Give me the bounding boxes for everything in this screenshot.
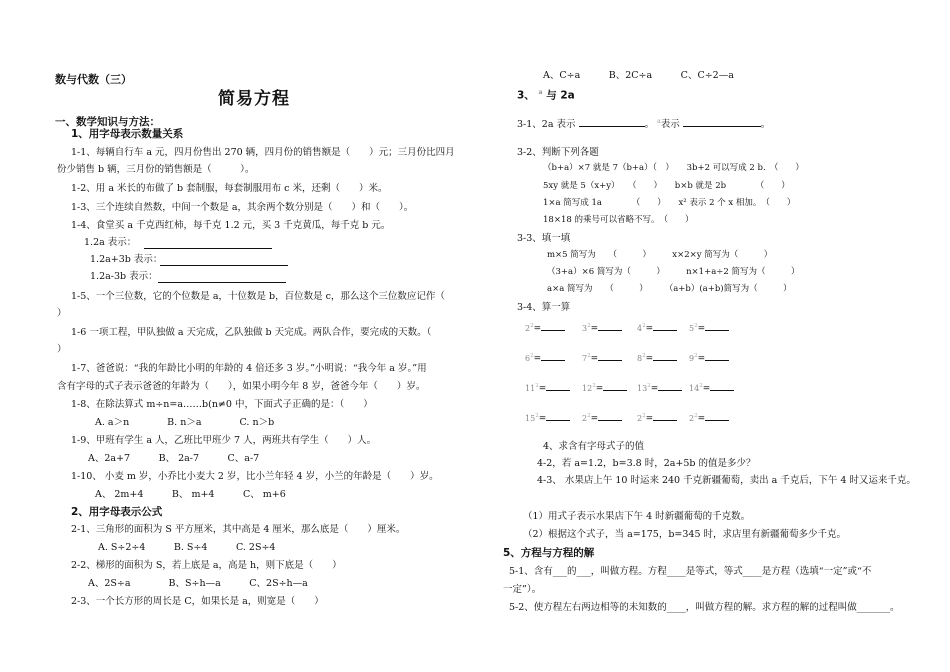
- question-5-1-cont: 一定”）。: [503, 584, 542, 595]
- question-1-4-item2: [90, 253, 162, 266]
- question-1-5-cont: ）: [57, 308, 67, 319]
- square-item: [637, 352, 677, 364]
- square-base: 8: [637, 354, 643, 363]
- square-exponent: 2: [642, 353, 646, 359]
- header: 数与代数（三）: [55, 73, 132, 86]
- square-item: [582, 352, 622, 364]
- square-exponent: 2: [642, 323, 646, 329]
- equals-sign: =: [533, 354, 542, 364]
- question-1-5: 1-5、一个三位数，它的个位数是 a，十位数是 b，百位数是 c，那么这个三位数应记作（: [71, 291, 445, 302]
- square-exponent: 2: [587, 413, 591, 419]
- question-1-8: 1-8、在除法算式 m÷n=a……b(n≠0 中，下面式子正确的是：（ ）: [71, 399, 373, 410]
- question-4-2: 4-2，若 a=1.2，b=3.8 时，2a+5b 的值是多少？: [537, 458, 756, 469]
- question-3-1: 3-1、2a 表示 。 $^a$表示 。: [517, 118, 771, 131]
- answer-line[interactable]: [653, 352, 677, 361]
- item1-label: 1.2a 表示：: [84, 237, 137, 248]
- square-item: [689, 382, 734, 394]
- answer-line[interactable]: [705, 322, 729, 331]
- question-1-6-cont: ）: [57, 344, 67, 355]
- question-1-3: 1-3、三个连续自然数，中间一个数是 a，其余两个数分别是（ ）和（ ）。: [71, 202, 414, 213]
- answer-line[interactable]: [144, 238, 272, 249]
- square-item: [582, 382, 627, 394]
- square-item: [637, 382, 682, 394]
- square-exponent: 2: [642, 413, 646, 419]
- equals-sign: =: [645, 414, 654, 424]
- right-page: [475, 0, 950, 672]
- square-base: 11: [525, 384, 536, 393]
- fill-row-3: a×a 简写为 （ ） （a+b）(a+b)简写为（ ）: [547, 284, 792, 294]
- square-base: 2: [525, 324, 531, 333]
- judge-row-1: （b+a）×7 就是 7（b+a）（ ） 3b+2 可以写成 2 b. （ ）: [543, 163, 804, 173]
- faint-a: a: [538, 89, 543, 96]
- square-base: 14: [689, 384, 700, 393]
- answer-line[interactable]: [541, 322, 565, 331]
- subheading-3: [517, 86, 575, 103]
- square-item: [689, 352, 729, 364]
- question-2-2-options: A、2S÷a B、S÷h—a C、2S÷h—a: [88, 578, 308, 589]
- equals-sign: =: [645, 324, 654, 334]
- question-1-4-item3: [90, 270, 158, 283]
- square-exponent: 2: [694, 323, 698, 329]
- square-base: 4: [637, 324, 643, 333]
- answer-line[interactable]: [546, 382, 570, 391]
- square-exponent: 2: [587, 323, 591, 329]
- square-exponent: 2: [535, 413, 539, 419]
- section-heading-1: 一、数学知识与方法：: [55, 116, 160, 128]
- equals-sign: =: [590, 414, 599, 424]
- question-1-7-cont: 含有字母的式子表示爸爸的年龄为（ ），如果小明今年 8 岁，爸爸今年（ ）岁。: [57, 381, 426, 392]
- equals-sign: =: [595, 384, 604, 394]
- answer-line[interactable]: [705, 412, 729, 421]
- answer-line[interactable]: [683, 116, 761, 127]
- answer-line[interactable]: [579, 116, 645, 127]
- judge-row-2: 5xy 就是 5（x+y） （ ） b×b 就是 2b （ ）: [543, 181, 790, 191]
- square-item: [525, 322, 565, 334]
- question-1-1: 1-1、每辆自行车 a 元，四月份售出 270 辆，四月份的销售额是（ ）元；三月份比四月: [71, 147, 455, 158]
- equals-sign: =: [590, 354, 599, 364]
- question-1-9-options: A、2a+7 B、 2a-7 C、a-7: [88, 453, 260, 464]
- question-1-4: 1-4、食堂买 a 千克西红柿，每千克 1.2 元，买 3 千克黄瓜，每千克 b 元。: [71, 220, 391, 231]
- answer-line[interactable]: [598, 412, 622, 421]
- square-item: [582, 412, 622, 424]
- square-item: [637, 322, 677, 334]
- question-2-2: 2-2、梯形的面积为 S，若上底是 a，高是 h，则下底是（ ）: [71, 560, 342, 571]
- square-exponent: 2: [592, 383, 596, 389]
- question-1-10: 1-10、 小麦 m 岁，小乔比小麦大 2 岁，比小兰年轻 4 岁，小兰的年龄是（ ）岁。: [71, 471, 439, 482]
- square-exponent: 2: [647, 383, 651, 389]
- fill-row-1: m×5 简写为 （ ） x×2×y 简写为（ ）: [547, 250, 773, 260]
- subheading-4: 4、求含有字母式子的值: [543, 441, 645, 452]
- question-5-2: 5-2、使方程左右两边相等的未知数的____，叫做方程的解。求方程的解的过程叫做_______。: [509, 602, 900, 613]
- square-base: 7: [582, 354, 588, 363]
- square-exponent: 2: [694, 353, 698, 359]
- question-2-1-options: A. S÷2÷4 B. S÷4 C. 2S÷4: [98, 542, 276, 553]
- item2-label: 1.2a+3b 表示：: [90, 254, 163, 265]
- square-base: 5: [689, 324, 695, 333]
- answer-line[interactable]: [653, 412, 677, 421]
- equals-sign: =: [590, 324, 599, 334]
- equals-sign: =: [697, 354, 706, 364]
- answer-line[interactable]: [158, 272, 286, 283]
- answer-line[interactable]: [653, 322, 677, 331]
- faint-a: a: [657, 118, 661, 125]
- fill-row-2: （3+a）×6 简写为（ ） n×1+a÷2 简写为（ ）: [547, 267, 800, 277]
- question-4-3: 4-3、 水果店上午 10 时运来 240 千克新疆葡萄，卖出 a 千克后，下午 4 时又运来千克。: [537, 475, 916, 486]
- square-exponent: 2: [530, 353, 534, 359]
- square-item: [637, 412, 677, 424]
- answer-line[interactable]: [598, 352, 622, 361]
- q3-1-mid: 表示: [660, 119, 680, 131]
- square-item: [689, 412, 729, 424]
- question-1-1-cont: 份少销售 b 辆，三月份的销售额是（ ）。: [57, 164, 255, 175]
- square-base: 6: [525, 354, 531, 363]
- answer-line[interactable]: [598, 322, 622, 331]
- question-2-3-options: A、C÷a B、2C÷a C、C÷2—a: [543, 70, 734, 81]
- subheading-1: 1、用字母表示数量关系: [71, 128, 184, 140]
- judge-row-3: 1×a 简写成 1a （ ） x² 表示 2 个 x 相加。 （ ）: [543, 198, 796, 208]
- answer-line[interactable]: [546, 412, 570, 421]
- equals-sign: =: [538, 414, 547, 424]
- square-exponent: 2: [530, 323, 534, 329]
- square-exponent: 2: [699, 383, 703, 389]
- question-1-6: 1-6 一项工程，甲队独做 a 天完成，乙队独做 b 天完成。两队合作，要完成的天数。（: [71, 327, 432, 338]
- answer-line[interactable]: [160, 255, 288, 266]
- judge-row-4: 18×18 的乘号可以省略不写。 （ ）: [543, 215, 694, 225]
- equals-sign: =: [533, 324, 542, 334]
- sub3-suffix: 与 2a: [546, 89, 575, 102]
- equals-sign: =: [702, 384, 711, 394]
- question-1-4-item1: [84, 236, 136, 249]
- question-1-8-options: A. a＞n B. n＞a C. n＞b: [95, 417, 275, 428]
- square-item: [582, 322, 622, 334]
- square-base: 9: [689, 354, 695, 363]
- square-base: 3: [582, 324, 588, 333]
- item3-label: 1.2a-3b 表示：: [90, 271, 158, 282]
- answer-line[interactable]: [705, 352, 729, 361]
- question-1-7: 1-7、爸爸说：“我的年龄比小明的年龄的 4 倍还多 3 岁。”小明说：“我今年 a 岁。”用: [71, 363, 427, 374]
- square-base: 2: [637, 414, 643, 423]
- subheading-5: 5、方程与方程的解: [503, 547, 595, 559]
- equals-sign: =: [697, 414, 706, 424]
- question-2-1: 2-1、三角形的面积为 S 平方厘米，其中高是 4 厘米，那么底是（ ）厘米。: [71, 524, 406, 535]
- question-5-1: 5-1、含有___的___，叫做方程。方程____是等式，等式____是方程（选填“一定”或“不: [509, 566, 872, 577]
- question-1-2: 1-2、用 a 米长的布做了 b 套制服，每套制服用布 c 米，还剩（ ）米。: [71, 183, 388, 194]
- page-title: 简易方程: [218, 89, 290, 109]
- square-item: [525, 382, 570, 394]
- square-exponent: 2: [535, 383, 539, 389]
- square-base: 12: [582, 384, 593, 393]
- answer-line[interactable]: [710, 382, 734, 391]
- square-item: [525, 412, 570, 424]
- square-item: [689, 322, 729, 334]
- equals-sign: =: [650, 384, 659, 394]
- question-3-2: 3-2、判断下列各题: [517, 147, 599, 158]
- question-2-3: 2-3、一个长方形的周长是 C，如果长是 a，则宽是（ ）: [71, 596, 324, 607]
- square-exponent: 2: [694, 413, 698, 419]
- square-exponent: 2: [587, 353, 591, 359]
- equals-sign: =: [538, 384, 547, 394]
- question-3-4: 3-4、算一算: [517, 302, 571, 313]
- question-4-3-part2: （2）根据这个式子，当 a=175，b=345 时，求店里有新疆葡萄多少千克。: [523, 529, 847, 540]
- square-base: 2: [582, 414, 588, 423]
- answer-line[interactable]: [658, 382, 682, 391]
- question-1-9: 1-9、甲班有学生 a 人，乙班比甲班少 7 人，两班共有学生（ ）人。: [71, 435, 377, 446]
- question-4-3-part1: （1）用式子表示水果店下午 4 时新疆葡萄的千克数。: [523, 511, 751, 522]
- square-base: 13: [637, 384, 648, 393]
- square-base: 15: [525, 414, 536, 423]
- equals-sign: =: [697, 324, 706, 334]
- sub3-prefix: 3、: [517, 89, 535, 102]
- equals-sign: =: [645, 354, 654, 364]
- answer-line[interactable]: [603, 382, 627, 391]
- question-1-10-options: A、 2m+4 B、 m+4 C、 m+6: [95, 489, 286, 500]
- q3-1-prefix: 3-1、2a 表示: [517, 119, 576, 131]
- square-item: [525, 352, 565, 364]
- answer-line[interactable]: [541, 352, 565, 361]
- question-3-3: 3-3、填一填: [517, 233, 571, 244]
- subheading-2: 2、用字母表示公式: [71, 506, 163, 518]
- square-base: 2: [689, 414, 695, 423]
